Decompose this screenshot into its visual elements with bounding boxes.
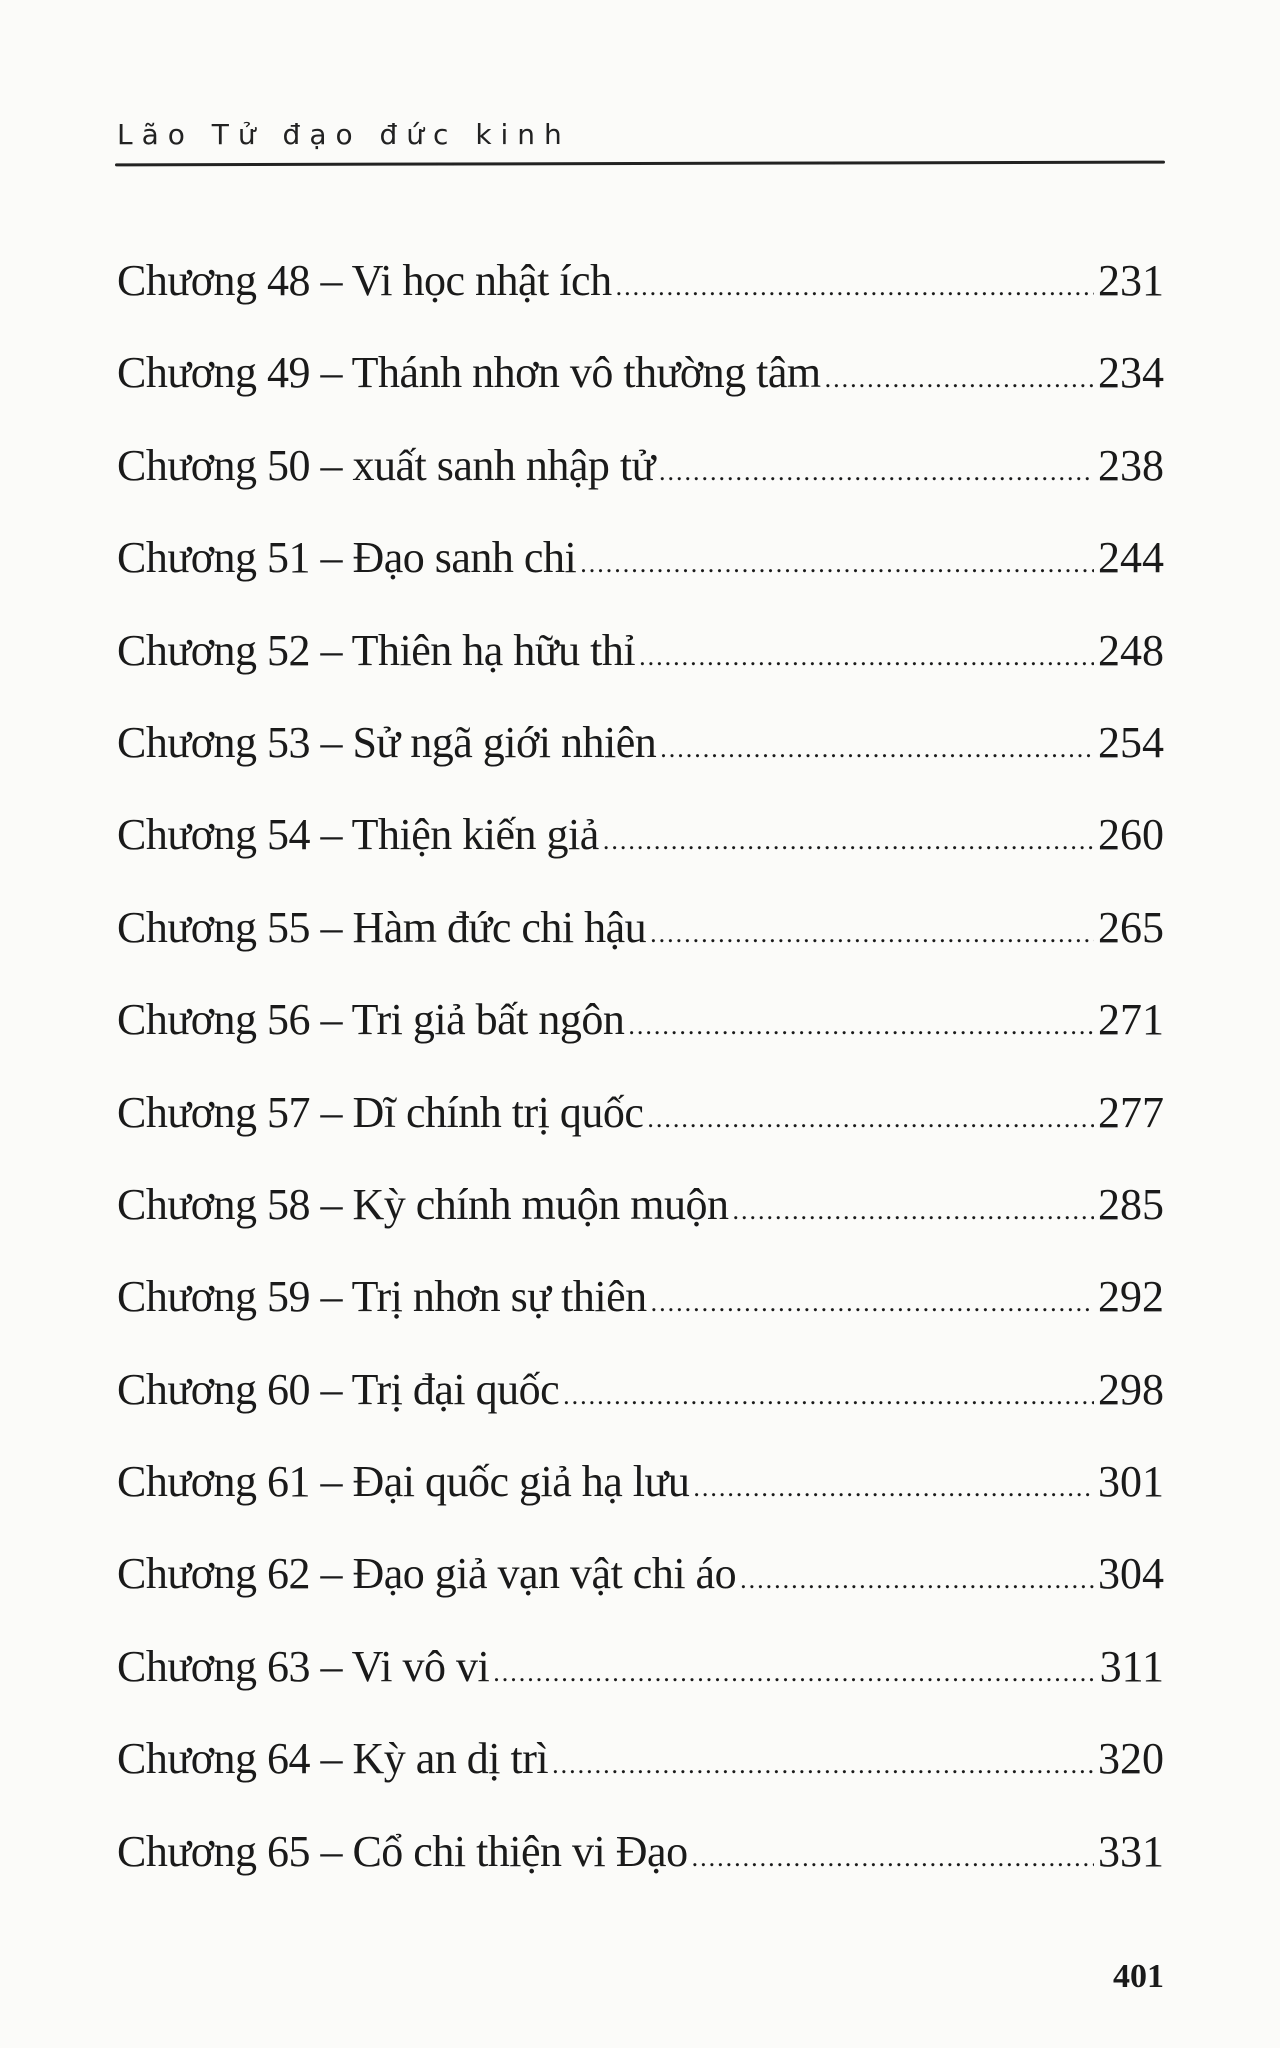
toc-entry-page: 265: [1098, 902, 1164, 952]
toc-entry-page: 234: [1098, 348, 1164, 398]
toc-entry: [117, 1548, 1164, 1640]
toc-entry-page: 298: [1098, 1364, 1164, 1414]
toc-entry-page: 304: [1098, 1549, 1164, 1599]
dot-leader: [650, 919, 1094, 949]
toc-entry: [117, 625, 1164, 717]
toc-entry: [117, 1826, 1164, 1918]
toc-entry-title: Chương 56 – Tri giả bất ngôn: [117, 995, 625, 1045]
dot-leader: [659, 457, 1094, 487]
toc-entry: [117, 347, 1164, 439]
dot-leader: [493, 1658, 1095, 1688]
toc-entry: [117, 532, 1164, 624]
toc-entry-title: Chương 53 – Sử ngã giới nhiên: [117, 717, 657, 767]
toc-entry-title: Chương 48 – Vi học nhật ích: [117, 256, 612, 305]
page-number: 401: [1113, 1958, 1164, 1995]
dot-leader: [651, 1288, 1094, 1318]
toc-entry-title: Chương 51 – Đạo sanh chi: [117, 533, 577, 583]
toc-entry-title: Chương 50 – xuất sanh nhập tử: [117, 440, 655, 490]
toc-entry: [117, 809, 1164, 901]
toc-entry-page: 238: [1098, 440, 1164, 490]
toc-entry-page: 320: [1098, 1734, 1164, 1784]
toc-entry-title: Chương 57 – Dĩ chính trị quốc: [117, 1087, 644, 1137]
toc-entry-title: Chương 54 – Thiện kiến giả: [117, 810, 599, 860]
toc-entry: [117, 994, 1164, 1086]
toc-entry-title: Chương 59 – Trị nhơn sự thiên: [117, 1272, 647, 1322]
toc-entry: [117, 440, 1164, 532]
dot-leader: [563, 1381, 1094, 1411]
table-of-contents: [117, 255, 1164, 1918]
toc-entry: [117, 1456, 1164, 1548]
toc-entry-page: 271: [1098, 995, 1164, 1045]
toc-entry-page: 231: [1098, 256, 1164, 305]
toc-entry-page: 277: [1098, 1087, 1164, 1137]
toc-entry-title: Chương 62 – Đạo giả vạn vật chi áo: [117, 1549, 737, 1599]
running-header: Lão Tử đạo đức kinh: [117, 118, 571, 151]
toc-entry-title: Chương 65 – Cổ chi thiện vi Đạo: [117, 1826, 688, 1876]
dot-leader: [647, 1104, 1094, 1134]
toc-entry-page: 311: [1099, 1641, 1164, 1691]
dot-leader: [580, 549, 1094, 579]
toc-entry: [117, 1179, 1164, 1271]
toc-entry-page: 331: [1098, 1826, 1164, 1876]
dot-leader: [616, 272, 1094, 302]
dot-leader: [628, 1011, 1094, 1041]
toc-entry-page: 301: [1098, 1457, 1164, 1507]
toc-entry-page: 260: [1098, 810, 1164, 860]
dot-leader: [825, 364, 1094, 394]
toc-entry: [117, 1087, 1164, 1179]
dot-leader: [740, 1565, 1094, 1595]
toc-entry: [117, 902, 1164, 994]
toc-entry-page: 244: [1098, 533, 1164, 583]
toc-entry: [117, 1641, 1164, 1733]
dot-leader: [552, 1750, 1094, 1780]
dot-leader: [693, 1473, 1094, 1503]
toc-entry: [117, 1271, 1164, 1363]
dot-leader: [639, 642, 1094, 672]
toc-entry: [117, 1733, 1164, 1825]
toc-entry-title: Chương 58 – Kỳ chính muộn muộn: [117, 1179, 729, 1229]
toc-entry: [117, 255, 1164, 347]
dot-leader: [692, 1843, 1094, 1873]
toc-entry-title: Chương 49 – Thánh nhơn vô thường tâm: [117, 348, 821, 398]
toc-entry-title: Chương 64 – Kỳ an dị trì: [117, 1734, 549, 1784]
toc-entry-title: Chương 52 – Thiên hạ hữu thỉ: [117, 625, 636, 675]
toc-entry-page: 248: [1098, 625, 1164, 675]
toc-entry-title: Chương 55 – Hàm đức chi hậu: [117, 902, 647, 952]
dot-leader: [603, 826, 1094, 856]
toc-entry-title: Chương 63 – Vi vô vi: [117, 1641, 490, 1691]
toc-entry: [117, 1364, 1164, 1456]
dot-leader: [660, 734, 1094, 764]
header-rule: [115, 161, 1165, 167]
toc-entry-title: Chương 60 – Trị đại quốc: [117, 1364, 560, 1414]
toc-entry: [117, 717, 1164, 809]
dot-leader: [732, 1196, 1094, 1226]
toc-entry-page: 292: [1098, 1272, 1164, 1322]
toc-entry-title: Chương 61 – Đại quốc giả hạ lưu: [117, 1457, 690, 1507]
toc-entry-page: 254: [1098, 717, 1164, 767]
toc-entry-page: 285: [1098, 1179, 1164, 1229]
